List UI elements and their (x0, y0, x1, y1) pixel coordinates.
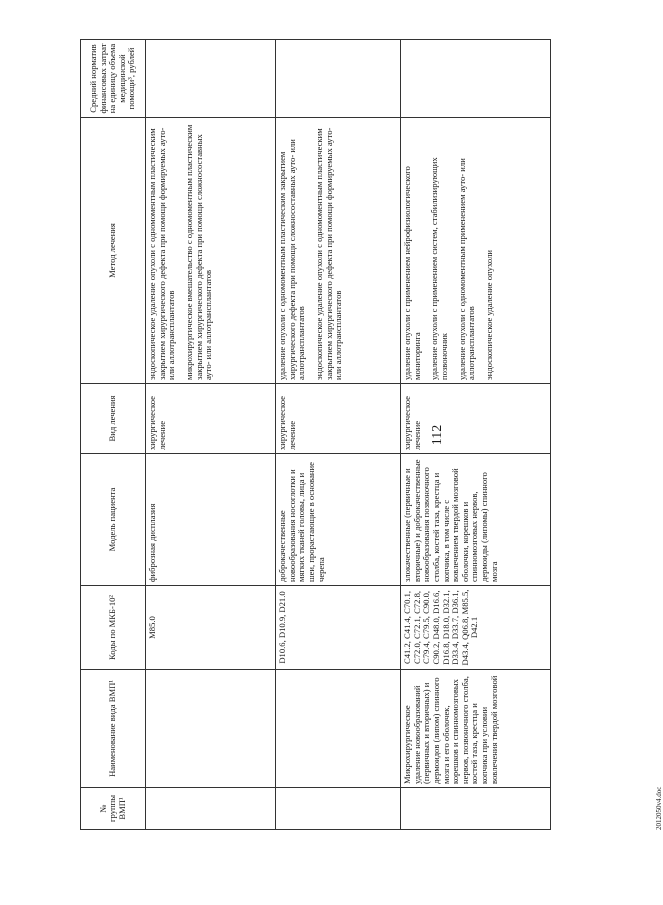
cell-type: хирургическое лечение (401, 384, 551, 454)
header-method: Метод лечения (81, 118, 146, 384)
header-cost: Средний норматив финансовых затрат на единицу объема медицинской помощи³, рублей (81, 40, 146, 118)
method-item: удаление опухоли с одномоментным пластическим закрытием хирургического дефекта при помощи сложносоставных ауто- или аллотрансплантатов (277, 139, 307, 380)
cell-method (276, 118, 401, 384)
cell-group (146, 788, 276, 830)
cell-cost (401, 40, 551, 118)
method-item: удаление опухоли с применением систем, стабилизирующих позвоночник (429, 157, 449, 380)
rotated-page (80, 40, 663, 830)
method-item: удаление опухоли с одномоментным применением ауто- или аллотрансплантатов (456, 158, 477, 380)
cell-type: хирургическое лечение (146, 384, 276, 454)
table-row (146, 40, 276, 830)
cell-cost (276, 40, 401, 118)
table-header-row (81, 40, 146, 830)
cell-name (276, 670, 401, 788)
cell-group (276, 788, 401, 830)
header-type: Вид лечения (81, 384, 146, 454)
table-row (276, 40, 401, 830)
cell-method (146, 118, 276, 384)
cell-model: доброкачественные новообразования носоглотки и мягких тканей головы, лица и шеи, прорастающие в основание черепа (276, 454, 401, 586)
method-item: эндоскопическое удаление опухоли с одномоментным пластическим закрытием хирургического дефекта при помощи формируемых ауто- или аллотрансплантатов (313, 127, 344, 380)
header-group: № группы ВМП¹ (81, 788, 146, 830)
header-name: Наименование вида ВМП¹ (81, 670, 146, 788)
method-item: микрохирургическое вмешательство с одномоментным пластическим закрытием хирургического дефекта при помощи сложносоставных ауто- или аллотрансплантатов (183, 124, 214, 380)
cell-codes: D10.6, D10.9, D21.0 (276, 586, 401, 670)
cell-model: злокачественные (первичные и вторичные) и доброкачественные новообразования позвоночного столба, костей таза, крестца и копчика, в том числе с вовлечением твердой мозговой оболочки, корешков и спинномозговых нервов, дермоиды (липомы) спинного мозга (401, 454, 551, 586)
cell-codes: C41.2, C41.4, C70.1, C72.0, C72.1, C72.8, C79.4, C79.5, C90.0, C90.2, D48.0, D16.6, D16.8, D18.0, D32.1, D33.4, D33.7, D36.1, D43.4, Q06.8, M85.5, D42.1 (401, 586, 551, 670)
cell-model: фиброзная дисплазия (146, 454, 276, 586)
cell-name: Микрохирургическое удаление новообразований (первичных и вторичных) и дермоидов (липом) спинного мозга и его оболочек, корешков и спинномозговых нервов, позвоночного столба, костей таза, крестца и копчика при условии вовлечения твердой мозговой (401, 670, 551, 788)
cell-codes: M85.0 (146, 586, 276, 670)
method-item: эндоскопическое удаление опухоли с одномоментным пластическим закрытием хирургического дефекта при помощи формируемых ауто- или аллотрансплантатов (147, 127, 177, 380)
vmp-table (80, 39, 551, 830)
cell-name (146, 670, 276, 788)
cell-cost (146, 40, 276, 118)
cell-group (401, 788, 551, 830)
table-row (401, 40, 551, 830)
method-item: удаление опухоли с применением нейрофизиологического мониторинга (402, 166, 422, 380)
page-number: 112 (430, 424, 445, 446)
cell-method (401, 118, 551, 384)
header-codes: Коды по МКБ-10² (81, 586, 146, 670)
footer-doc-name: 2012050v4.doc (655, 786, 663, 830)
method-item: эндоскопическое удаление опухоли (483, 249, 494, 380)
header-model: Модель пациента (81, 454, 146, 586)
cell-type: хирургическое лечение (276, 384, 401, 454)
